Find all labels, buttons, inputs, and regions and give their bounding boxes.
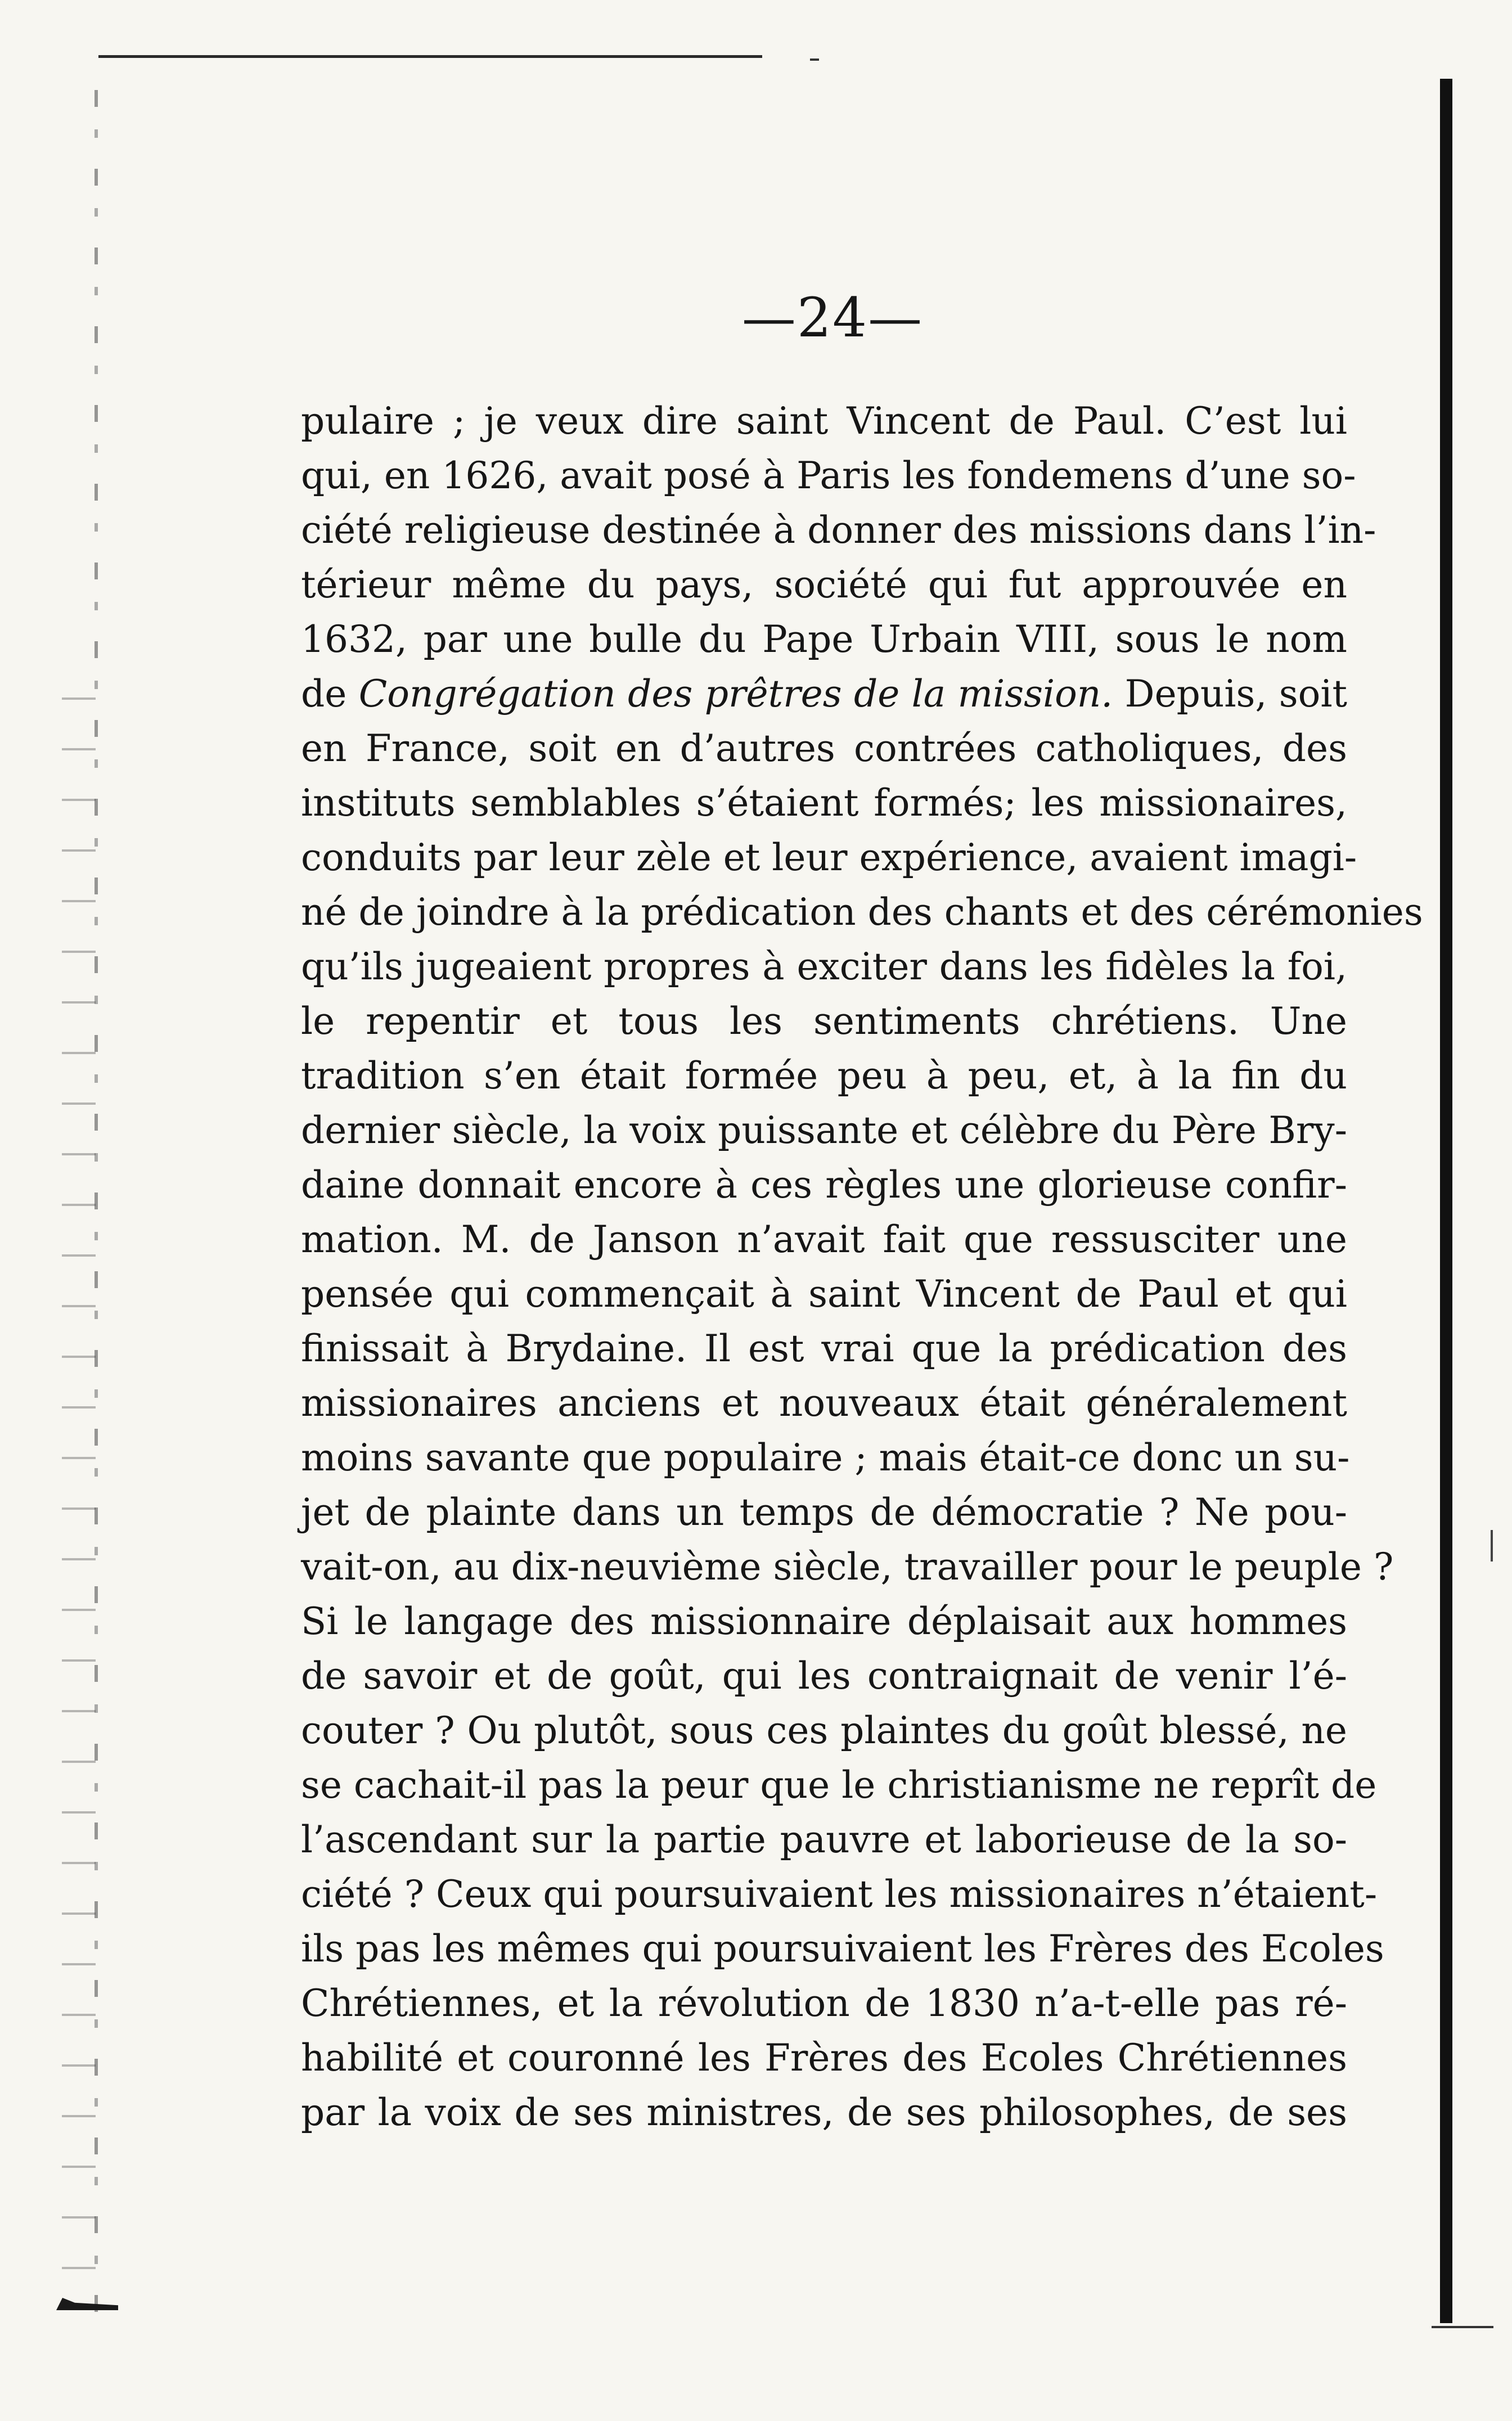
right-margin-tick	[1491, 1530, 1493, 1562]
text-line: moins savante que populaire ; mais était-ce donc un su-	[301, 1436, 1350, 1479]
page-number: —24—	[741, 286, 924, 349]
text-line: Si le langage des missionnaire déplaisait aux hommes	[301, 1600, 1347, 1643]
text-line: pulaire ; je veux dire saint Vincent de Paul. C’est lui	[301, 399, 1347, 443]
text-line: se cachait-il pas la peur que le christianisme ne reprît de	[301, 1763, 1377, 1807]
body-text	[301, 394, 1423, 2140]
text-line: le repentir et tous les sentiments chrétiens. Une	[301, 1000, 1347, 1043]
text-line: pensée qui commençait à saint Vincent de Paul et qui	[301, 1272, 1347, 1316]
text-line: térieur même du pays, société qui fut approuvée en	[301, 563, 1347, 606]
text-line: de savoir et de goût, qui les contraignait de venir l’é-	[301, 1654, 1347, 1698]
right-edge-bar	[1440, 79, 1452, 2323]
text-line: ciété ? Ceux qui poursuivaient les missionaires n’étaient-	[301, 1873, 1378, 1916]
text-line: dernier siècle, la voix puissante et célèbre du Père Bry-	[301, 1109, 1347, 1152]
text-line: qui, en 1626, avait posé à Paris les fondemens d’une so-	[301, 454, 1356, 497]
text-line: né de joindre à la prédication des chants et des cérémonies	[301, 890, 1423, 934]
text-line: daine donnait encore à ces règles une glorieuse confir-	[301, 1163, 1347, 1207]
text-line: habilité et couronné les Frères des Ecoles Chrétiennes	[301, 2036, 1347, 2080]
italic-title: Congrégation des prêtres de la mission.	[358, 672, 1113, 716]
top-rule	[98, 55, 762, 58]
text-line: de Congrégation des prêtres de la mission. Depuis, soit	[301, 672, 1348, 716]
text-line: tradition s’en était formée peu à peu, et, à la fin du	[301, 1054, 1347, 1097]
text-line: ils pas les mêmes qui poursuivaient les Frères des Ecoles	[301, 1927, 1384, 1970]
text-line: finissait à Brydaine. Il est vrai que la prédication des	[301, 1327, 1347, 1370]
text-line: 1632, par une bulle du Pape Urbain VIII, sous le nom	[301, 618, 1347, 661]
text-line: qu’ils jugeaient propres à exciter dans les fidèles la foi,	[301, 945, 1347, 988]
bottom-right-rule	[1432, 2326, 1493, 2328]
text-line: en France, soit en d’autres contrées catholiques, des	[301, 727, 1347, 770]
text-line: ciété religieuse destinée à donner des missions dans l’in-	[301, 508, 1376, 552]
text-line: vait-on, au dix-neuvième siècle, travailler pour le peuple ?	[301, 1545, 1394, 1588]
text-line: conduits par leur zèle et leur expérience, avaient imagi-	[301, 836, 1357, 879]
left-margin-specks	[62, 675, 96, 2306]
text-line: missionaires anciens et nouveaux était généralement	[301, 1382, 1347, 1425]
text-line: instituts semblables s’étaient formés; les missionaires,	[301, 781, 1347, 825]
text-line: Chrétiennes, et la révolution de 1830 n’a-t-elle pas ré-	[301, 1982, 1347, 2025]
top-dash-mark	[810, 58, 819, 61]
text-line: mation. M. de Janson n’avait fait que ressusciter une	[301, 1218, 1347, 1261]
text-line: couter ? Ou plutôt, sous ces plaintes du goût blessé, ne	[301, 1709, 1347, 1752]
text-line: par la voix de ses ministres, de ses philosophes, de ses	[301, 2091, 1347, 2134]
text-line: jet de plainte dans un temps de démocratie ? Ne pou-	[301, 1491, 1347, 1534]
text-line: l’ascendant sur la partie pauvre et laborieuse de la so-	[301, 1818, 1347, 1861]
